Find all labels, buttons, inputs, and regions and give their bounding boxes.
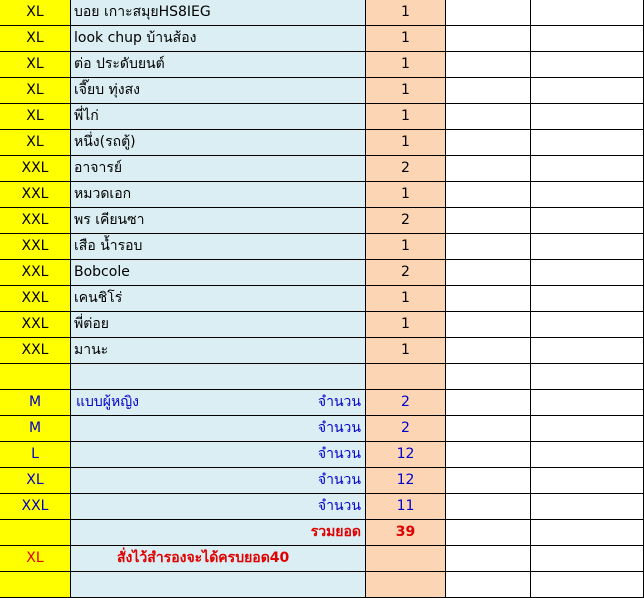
name-cell[interactable]: มานะ	[71, 338, 366, 364]
table-row	[0, 26, 644, 52]
empty-cell[interactable]	[446, 104, 531, 130]
count-label: จำนวน	[317, 472, 361, 488]
summary-size-cell[interactable]: M	[0, 390, 71, 416]
qty-cell[interactable]: 1	[366, 234, 446, 260]
qty-cell[interactable]: 1	[366, 286, 446, 312]
summary-row	[0, 442, 644, 468]
size-cell[interactable]: XL	[0, 52, 71, 78]
empty-cell[interactable]	[531, 130, 644, 156]
empty-cell[interactable]	[446, 494, 531, 520]
empty-cell[interactable]	[531, 416, 644, 442]
qty-cell[interactable]: 1	[366, 78, 446, 104]
empty-cell[interactable]	[531, 156, 644, 182]
table-row	[0, 312, 644, 338]
table-row	[0, 104, 644, 130]
size-cell[interactable]: XXL	[0, 182, 71, 208]
empty-cell[interactable]	[531, 234, 644, 260]
total-label-cell[interactable]	[71, 520, 366, 546]
total-row	[0, 520, 644, 546]
empty-cell[interactable]	[531, 468, 644, 494]
empty-cell[interactable]	[531, 0, 644, 26]
name-cell[interactable]: บอย เกาะสมุยHS8IEG	[71, 0, 366, 26]
total-label: รวมยอด	[310, 524, 361, 540]
summary-label-cell[interactable]	[71, 468, 366, 494]
empty-cell[interactable]	[366, 546, 446, 572]
name-cell[interactable]: พร เคียนซา	[71, 208, 366, 234]
total-value-cell[interactable]: 39	[366, 520, 446, 546]
empty-cell[interactable]	[531, 494, 644, 520]
qty-cell[interactable]: 1	[366, 26, 446, 52]
empty-cell[interactable]	[446, 390, 531, 416]
size-cell[interactable]: XL	[0, 78, 71, 104]
summary-size-cell[interactable]: XXL	[0, 494, 71, 520]
table-row	[0, 130, 644, 156]
summary-size-cell[interactable]: M	[0, 416, 71, 442]
count-label: จำนวน	[317, 420, 361, 436]
count-label: จำนวน	[317, 498, 361, 514]
qty-cell[interactable]: 2	[366, 260, 446, 286]
empty-cell[interactable]	[446, 260, 531, 286]
empty-cell[interactable]	[446, 442, 531, 468]
name-cell[interactable]: หมวดเอก	[71, 182, 366, 208]
empty-cell[interactable]	[531, 520, 644, 546]
name-cell[interactable]: อาจารย์	[71, 156, 366, 182]
qty-cell[interactable]: 1	[366, 52, 446, 78]
size-cell[interactable]: XXL	[0, 260, 71, 286]
qty-cell[interactable]: 1	[366, 130, 446, 156]
empty-cell[interactable]	[531, 364, 644, 390]
note-size-cell[interactable]: XL	[0, 546, 71, 572]
empty-cell[interactable]	[446, 0, 531, 26]
qty-cell[interactable]	[366, 364, 446, 390]
name-cell[interactable]: เสือ น้ำรอบ	[71, 234, 366, 260]
name-cell[interactable]: เคนชิโร่	[71, 286, 366, 312]
summary-label-cell[interactable]	[71, 416, 366, 442]
size-cell[interactable]: XL	[0, 26, 71, 52]
size-cell[interactable]: XXL	[0, 234, 71, 260]
empty-cell[interactable]	[531, 104, 644, 130]
empty-cell[interactable]	[446, 234, 531, 260]
size-cell[interactable]: XL	[0, 0, 71, 26]
table-row	[0, 78, 644, 104]
table-row	[0, 572, 644, 598]
empty-cell[interactable]	[531, 312, 644, 338]
size-cell[interactable]: XL	[0, 104, 71, 130]
summary-label-cell[interactable]	[71, 390, 366, 416]
empty-cell[interactable]	[446, 26, 531, 52]
summary-row	[0, 390, 644, 416]
table-row	[0, 338, 644, 364]
name-cell[interactable]: พี่ต่อย	[71, 312, 366, 338]
name-cell[interactable]	[71, 364, 366, 390]
empty-cell[interactable]	[446, 520, 531, 546]
table-row	[0, 234, 644, 260]
table-row	[0, 260, 644, 286]
empty-cell[interactable]	[531, 338, 644, 364]
summary-label-cell[interactable]	[71, 442, 366, 468]
table-row	[0, 0, 644, 26]
qty-cell[interactable]: 1	[366, 312, 446, 338]
empty-cell[interactable]	[366, 572, 446, 598]
name-cell[interactable]: เจี๊ยบ ทุ่งสง	[71, 78, 366, 104]
qty-cell[interactable]: 1	[366, 0, 446, 26]
empty-cell[interactable]	[446, 338, 531, 364]
size-cell[interactable]: XL	[0, 130, 71, 156]
empty-cell[interactable]	[531, 260, 644, 286]
empty-cell[interactable]	[446, 546, 531, 572]
note-row	[0, 546, 644, 572]
name-cell[interactable]: พี่ไก่	[71, 104, 366, 130]
name-cell[interactable]: หนึ่ง(รถตู้)	[71, 130, 366, 156]
table-row	[0, 182, 644, 208]
summary-count-cell[interactable]: 2	[366, 390, 446, 416]
empty-cell[interactable]	[531, 572, 644, 598]
note-cell[interactable]	[71, 546, 366, 572]
empty-cell[interactable]	[446, 182, 531, 208]
empty-cell[interactable]	[531, 286, 644, 312]
size-cell[interactable]: XXL	[0, 208, 71, 234]
empty-cell[interactable]	[531, 442, 644, 468]
size-cell[interactable]	[0, 364, 71, 390]
summary-size-cell[interactable]: L	[0, 442, 71, 468]
empty-cell[interactable]	[446, 416, 531, 442]
empty-cell[interactable]	[446, 312, 531, 338]
empty-cell[interactable]	[446, 468, 531, 494]
table-row	[0, 52, 644, 78]
table-row	[0, 208, 644, 234]
table-row	[0, 286, 644, 312]
qty-cell[interactable]: 1	[366, 338, 446, 364]
summary-size-cell[interactable]: XL	[0, 468, 71, 494]
empty-cell[interactable]	[446, 78, 531, 104]
empty-cell[interactable]	[446, 572, 531, 598]
empty-cell[interactable]	[71, 572, 366, 598]
empty-cell[interactable]	[531, 26, 644, 52]
qty-cell[interactable]: 1	[366, 182, 446, 208]
summary-row	[0, 494, 644, 520]
qty-cell[interactable]: 2	[366, 208, 446, 234]
table-row	[0, 364, 644, 390]
count-label: จำนวน	[317, 394, 361, 410]
summary-count-cell[interactable]: 12	[366, 468, 446, 494]
empty-cell[interactable]	[531, 208, 644, 234]
summary-row	[0, 468, 644, 494]
qty-cell[interactable]: 2	[366, 156, 446, 182]
empty-cell[interactable]	[531, 78, 644, 104]
name-cell[interactable]: ต่อ ประดับยนต์	[71, 52, 366, 78]
women-style-label: แบบผู้หญิง	[76, 394, 139, 410]
empty-cell[interactable]	[531, 52, 644, 78]
name-cell[interactable]: look chup บ้านส้อง	[71, 26, 366, 52]
size-cell[interactable]: XXL	[0, 156, 71, 182]
size-cell[interactable]: XXL	[0, 286, 71, 312]
summary-count-cell[interactable]: 2	[366, 416, 446, 442]
qty-cell[interactable]: 1	[366, 104, 446, 130]
empty-cell[interactable]	[446, 130, 531, 156]
summary-label-cell[interactable]	[71, 494, 366, 520]
empty-cell[interactable]	[446, 52, 531, 78]
empty-cell[interactable]	[531, 182, 644, 208]
empty-cell[interactable]	[446, 156, 531, 182]
count-label: จำนวน	[317, 446, 361, 462]
empty-cell[interactable]	[446, 208, 531, 234]
summary-count-cell[interactable]: 11	[366, 494, 446, 520]
name-cell[interactable]: Bobcole	[71, 260, 366, 286]
empty-cell[interactable]	[531, 546, 644, 572]
empty-cell[interactable]	[0, 520, 71, 546]
empty-cell[interactable]	[446, 286, 531, 312]
size-cell[interactable]: XXL	[0, 338, 71, 364]
summary-row	[0, 416, 644, 442]
empty-cell[interactable]	[531, 390, 644, 416]
note-text: สั่งไว้สำรองจะได้ครบยอด40	[117, 550, 290, 566]
size-cell[interactable]: XXL	[0, 312, 71, 338]
table-row	[0, 156, 644, 182]
empty-cell[interactable]	[0, 572, 71, 598]
empty-cell[interactable]	[446, 364, 531, 390]
summary-count-cell[interactable]: 12	[366, 442, 446, 468]
